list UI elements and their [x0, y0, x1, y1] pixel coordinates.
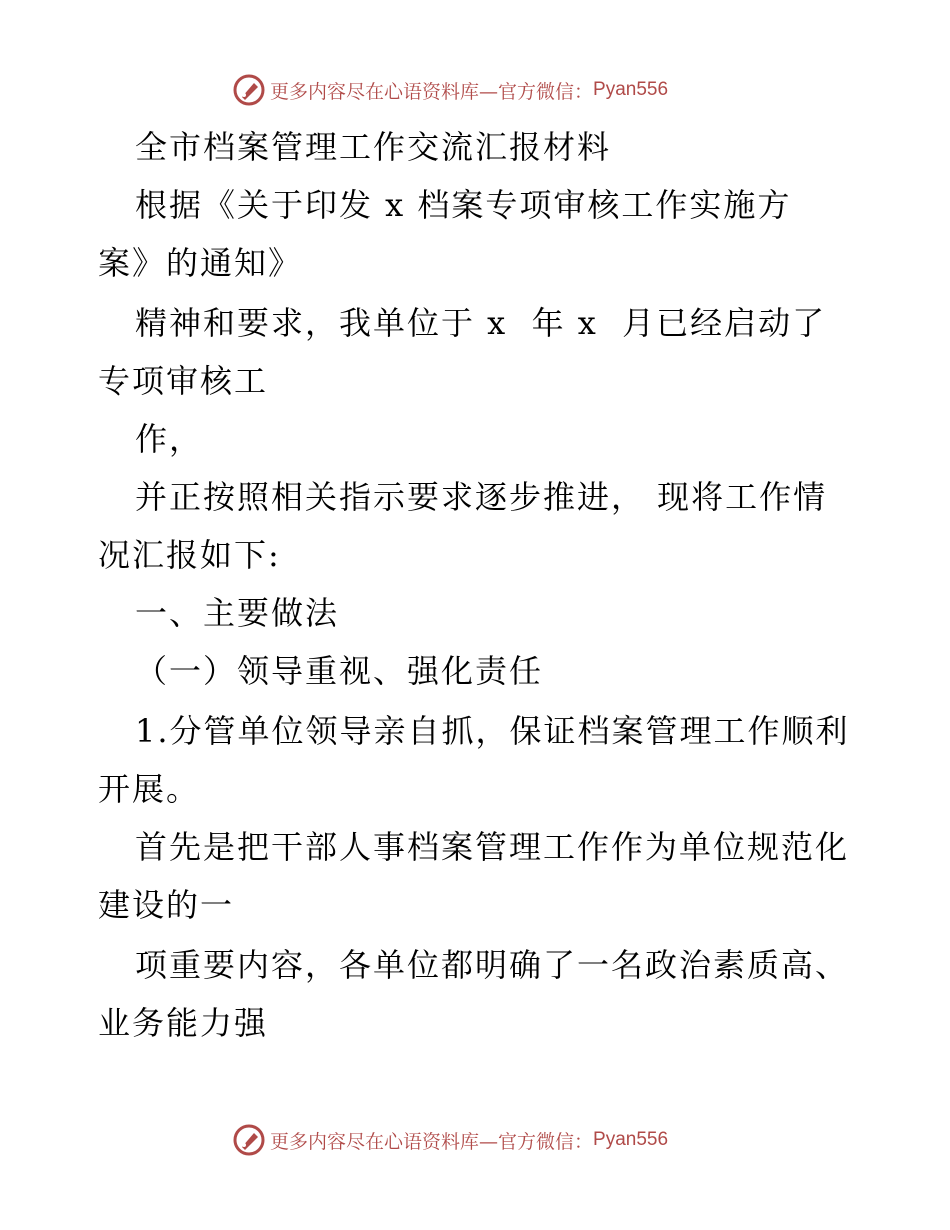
- paragraph-line: 业务能力强: [98, 1004, 269, 1042]
- banner-wechat-id: Pyan556: [593, 1129, 669, 1150]
- subsection-heading: （一）领导重视、强化责任: [135, 652, 544, 690]
- paragraph-line: 1.分管单位领导亲自抓，保证档案管理工作顺利: [135, 712, 850, 750]
- paragraph-line: 根据《关于印发 x 档案专项审核工作实施方: [135, 186, 792, 224]
- banner-wechat-id: Pyan556: [593, 79, 669, 100]
- banner-text: 更多内容尽在心语资料库—官方微信：: [270, 1130, 594, 1153]
- paragraph-line: 并正按照相关指示要求逐步推进， 现将工作情: [135, 478, 828, 516]
- paragraph-line: 作，: [135, 420, 204, 458]
- paragraph-line: 案》的通知》: [98, 244, 303, 282]
- banner-content: [232, 1120, 668, 1160]
- paragraph-line: 精神和要求，我单位于 x 年 x 月已经启动了: [135, 304, 827, 342]
- paragraph-line: 建设的一: [98, 886, 235, 924]
- banner-text: 更多内容尽在心语资料库—官方微信：: [270, 80, 594, 103]
- pen-nib-logo-icon: [232, 1123, 266, 1157]
- paragraph-line: 项重要内容，各单位都明确了一名政治素质高、: [135, 946, 850, 984]
- paragraph-line: 况汇报如下:: [98, 536, 281, 574]
- pen-nib-logo-icon: [232, 73, 266, 107]
- document-title: 全市档案管理工作交流汇报材料: [135, 128, 612, 166]
- paragraph-line: 专项审核工: [98, 362, 269, 400]
- section-heading: 一、主要做法: [135, 594, 340, 632]
- paragraph-line: 首先是把干部人事档案管理工作作为单位规范化: [135, 828, 850, 866]
- paragraph-line: 开展。: [98, 770, 201, 808]
- header-banner: [0, 70, 950, 110]
- footer-banner: [0, 1120, 950, 1160]
- banner-content: [232, 70, 668, 110]
